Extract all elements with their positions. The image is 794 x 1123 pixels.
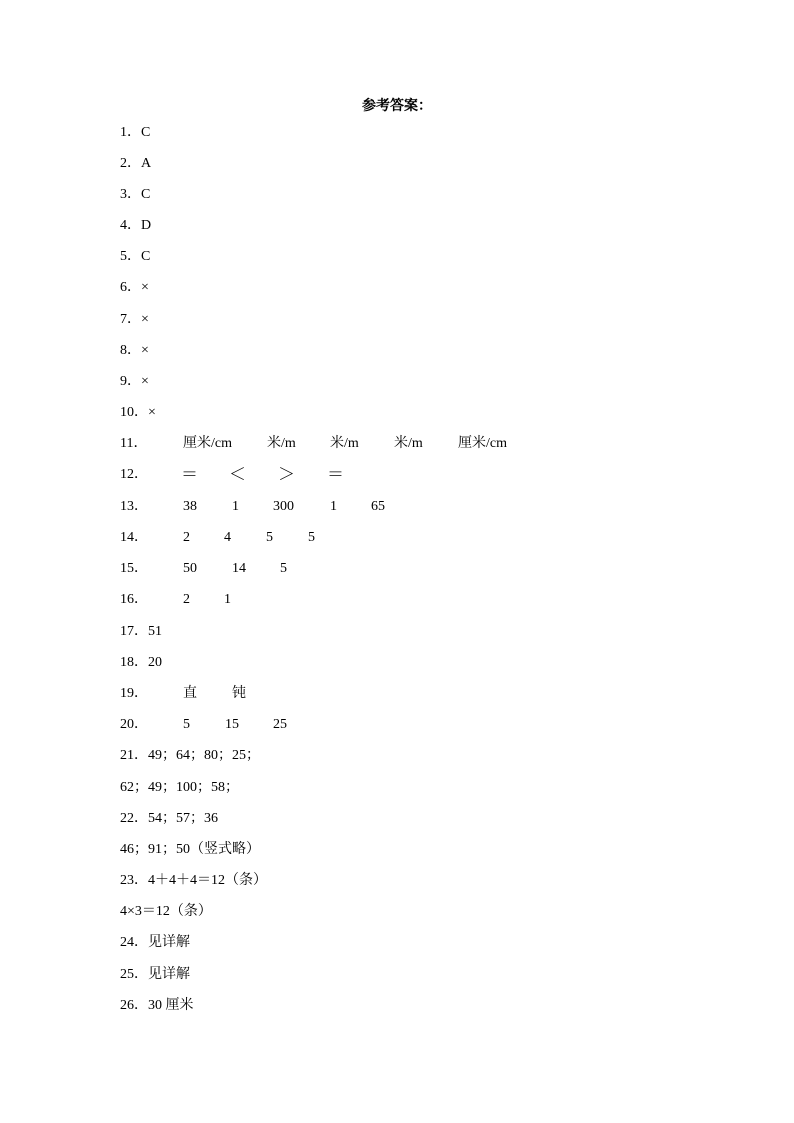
answer-item: ＝: [327, 465, 344, 484]
answer-line-22: 22．54；57；36: [120, 811, 218, 826]
answer-line-3: 3．C: [120, 187, 151, 202]
answer-number: 12．: [120, 467, 148, 482]
answer-item: 38: [183, 499, 197, 514]
answer-item: 直: [183, 686, 197, 701]
answer-line-7: 7．×: [120, 312, 149, 327]
answer-item: 300: [273, 499, 294, 514]
answer-item: 5: [308, 530, 315, 545]
answer-item: 25: [273, 717, 287, 732]
answer-item: 2: [183, 530, 190, 545]
answer-line-22b: 46；91；50（竖式略）: [120, 842, 260, 857]
answer-item: 米/m: [267, 436, 296, 451]
answer-line-5: 5．C: [120, 249, 151, 264]
answer-item: 米/m: [330, 436, 359, 451]
answer-line-9: 9．×: [120, 374, 149, 389]
answer-line-2: 2．A: [120, 156, 152, 171]
answer-item: 1: [224, 592, 231, 607]
answer-number: 14．: [120, 530, 148, 545]
answer-line-10: 10．×: [120, 405, 156, 420]
page-title: 参考答案：: [362, 99, 432, 114]
answer-line-6: 6．×: [120, 280, 149, 295]
answer-line-26: 26．30 厘米: [120, 998, 194, 1013]
answer-item: ＞: [278, 465, 295, 484]
answer-item: 5: [183, 717, 190, 732]
answer-line-18: 18．20: [120, 655, 162, 670]
answer-line-21b: 62；49；100；58；: [120, 780, 239, 795]
answer-number: 20．: [120, 717, 148, 732]
answer-item: 15: [225, 717, 239, 732]
answer-item: ＜: [229, 465, 246, 484]
answer-item: 厘米/cm: [183, 436, 232, 451]
answer-line-23b: 4×3＝12（条）: [120, 904, 212, 919]
answer-line-25: 25．见详解: [120, 967, 190, 982]
answer-item: 米/m: [394, 436, 423, 451]
answer-number: 16．: [120, 592, 148, 607]
answer-item: 5: [266, 530, 273, 545]
answer-item: 65: [371, 499, 385, 514]
answer-number: 15．: [120, 561, 148, 576]
answer-line-8: 8．×: [120, 343, 149, 358]
answer-number: 11．: [120, 436, 148, 451]
answer-number: 19．: [120, 686, 148, 701]
answer-item: 50: [183, 561, 197, 576]
answer-item: 14: [232, 561, 246, 576]
answer-line-17: 17．51: [120, 624, 162, 639]
answer-item: ＝: [181, 465, 198, 484]
answer-line-23: 23．4＋4＋4＝12（条）: [120, 873, 267, 888]
answer-line-4: 4．D: [120, 218, 152, 233]
answer-line-1: 1．C: [120, 125, 151, 140]
answer-item: 4: [224, 530, 231, 545]
answer-item: 1: [232, 499, 239, 514]
answer-number: 13．: [120, 499, 148, 514]
answer-line-24: 24．见详解: [120, 935, 190, 950]
answer-item: 厘米/cm: [458, 436, 507, 451]
answer-item: 钝: [232, 686, 246, 701]
answer-item: 5: [280, 561, 287, 576]
answer-line-21: 21．49；64；80；25；: [120, 748, 260, 763]
answer-item: 1: [330, 499, 337, 514]
answer-item: 2: [183, 592, 190, 607]
